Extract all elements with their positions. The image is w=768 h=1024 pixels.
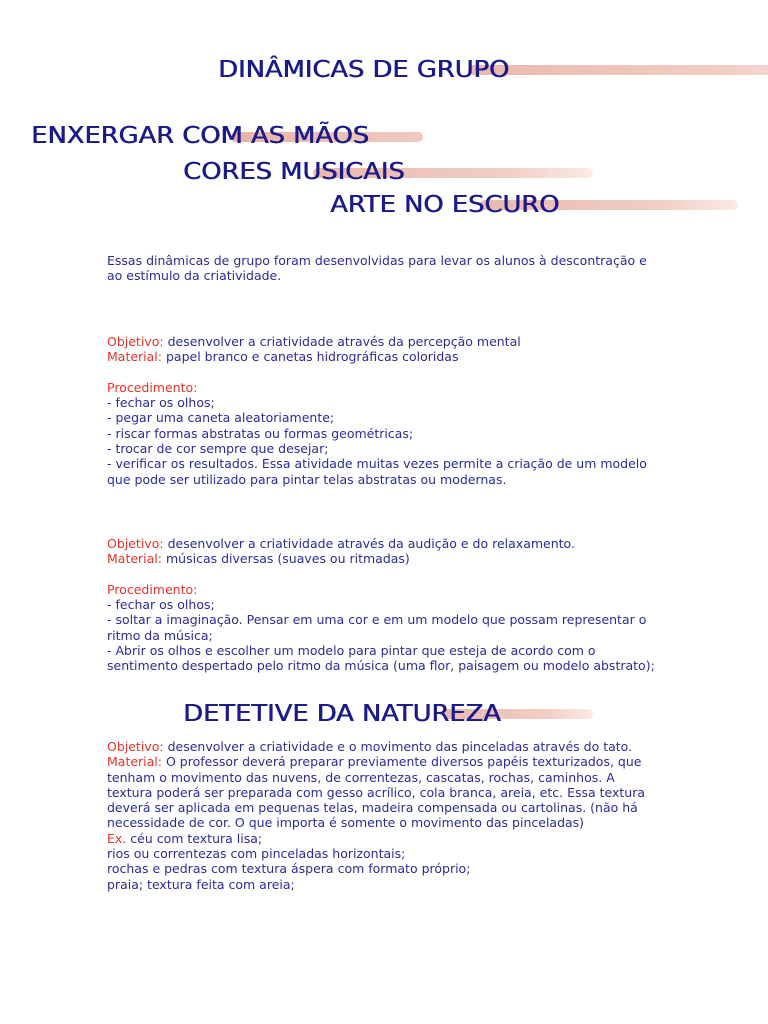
objective-label: Objetivo: [107, 334, 164, 349]
material-text-line: textura poderá ser preparada com gesso acrílico, cola branca, areia, etc. Essa textura [107, 784, 646, 800]
heading-enxergar-text: ENXERGAR COM AS MÃOS [31, 123, 369, 149]
example-line [107, 831, 645, 846]
material-text-line: tenham o movimento das nuvens, de correntezas, cascatas, rochas, caminhos. A [107, 769, 615, 785]
procedure-label: Procedimento: [107, 379, 198, 395]
heading-enxergar [31, 121, 426, 151]
objective-text: desenvolver a criatividade e o movimento das pinceladas através do tato. [167, 739, 633, 754]
material-label: Material: [107, 754, 162, 770]
text-line: Essas dinâmicas de grupo foram desenvolvidas para levar os alunos à descontração e [107, 253, 647, 268]
objective-text: desenvolver a criatividade através da audição e do relaxamento. [167, 536, 575, 551]
material-text-line: deverá ser aplicada em pequenas telas, madeira compensada ou cartolinas. (não há [107, 800, 638, 816]
objective-line [107, 536, 655, 551]
text-line: ao estímulo da criatividade. [107, 268, 282, 284]
objective-label: Objetivo: [107, 739, 164, 754]
main-title-text: DINÂMICAS DE GRUPO [218, 57, 510, 83]
heading-arte [330, 190, 740, 220]
example-text-line: rios ou correntezas com pinceladas horizontais; [107, 846, 406, 862]
heading-cores-text: CORES MUSICAIS [183, 159, 405, 185]
material-text: O professor deverá preparar previamente diversos papéis texturizados, que [165, 754, 642, 770]
title-decoration-bar [468, 65, 768, 75]
section-enxergar [107, 334, 647, 487]
procedure-step: - fechar os olhos; [107, 395, 215, 411]
intro-paragraph [107, 253, 647, 284]
section-cores [107, 536, 655, 674]
heading-cores [183, 157, 593, 187]
heading-detetive [183, 699, 593, 729]
procedure-step: ritmo da música; [107, 627, 213, 643]
material-line [107, 349, 647, 364]
procedure-step: - Abrir os olhos e escolher um modelo para pintar que esteja de acordo com o [107, 643, 596, 659]
procedure-step: - pegar uma caneta aleatoriamente; [107, 410, 335, 426]
example-text: céu com textura lisa; [130, 830, 263, 846]
material-text: papel branco e canetas hidrográficas coloridas [165, 349, 459, 365]
procedure-step: - soltar a imaginação. Pensar em uma cor e em um modelo que possam representar o [107, 612, 647, 628]
objective-line [107, 334, 647, 349]
material-text-line: necessidade de cor. O que importa é somente o movimento das pinceladas) [107, 815, 585, 831]
procedure-step: - riscar formas abstratas ou formas geométricas; [107, 425, 414, 441]
procedure-step: que pode ser utilizado para pintar telas abstratas ou modernas. [107, 471, 507, 487]
material-label: Material: [107, 349, 162, 365]
section-detetive [107, 739, 645, 892]
material-text: músicas diversas (suaves ou ritmadas) [165, 551, 410, 567]
material-label: Material: [107, 551, 162, 567]
example-text-line: rochas e pedras com textura áspera com formato próprio; [107, 861, 471, 877]
procedure-step: - fechar os olhos; [107, 597, 215, 613]
procedure-step: - trocar de cor sempre que desejar; [107, 441, 329, 457]
procedure-step: sentimento despertado pelo ritmo da música (uma flor, paisagem ou modelo abstrato); [107, 658, 655, 674]
procedure-step: - verificar os resultados. Essa atividade muitas vezes permite a criação de um modelo [107, 456, 647, 472]
material-line [107, 754, 645, 769]
heading-arte-text: ARTE NO ESCURO [330, 192, 560, 218]
example-text-line: praia; textura feita com areia; [107, 876, 295, 892]
main-title [218, 55, 628, 85]
example-label: Ex. [107, 830, 127, 846]
material-line [107, 551, 655, 566]
objective-label: Objetivo: [107, 536, 164, 551]
procedure-label: Procedimento: [107, 581, 198, 597]
objective-text: desenvolver a criatividade através da percepção mental [167, 334, 521, 349]
heading-detetive-text: DETETIVE DA NATUREZA [183, 701, 501, 727]
objective-line [107, 739, 645, 754]
